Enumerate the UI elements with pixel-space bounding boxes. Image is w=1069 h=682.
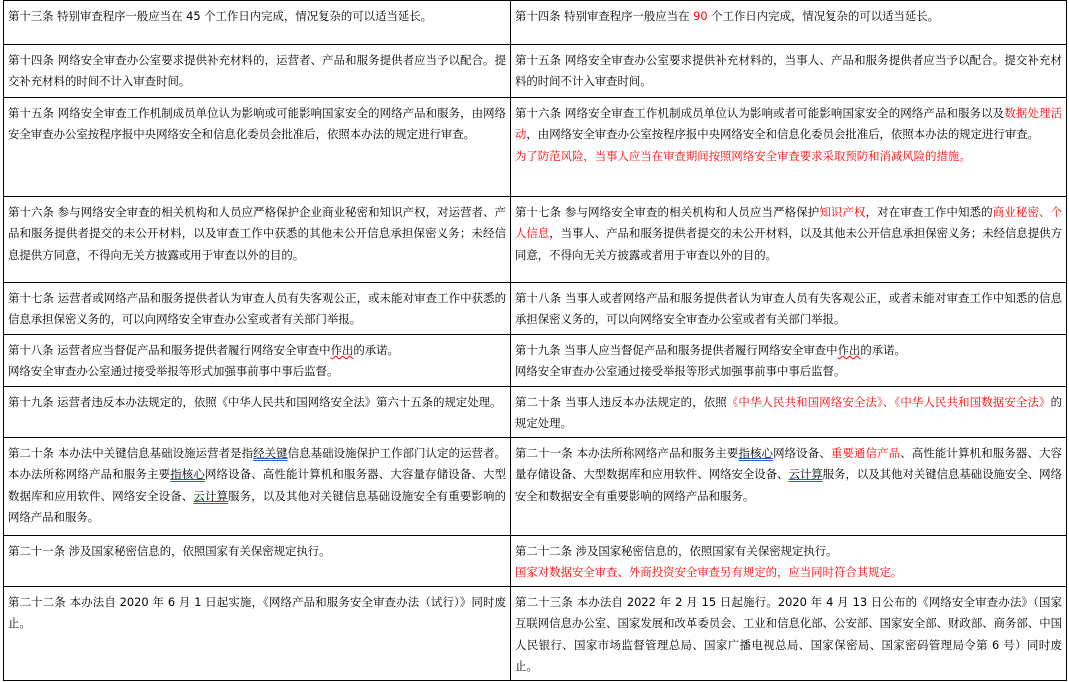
old-article-22 [4,587,511,681]
new-article-15 [511,45,1067,98]
new-text: 的承诺。 [860,343,906,357]
old-text: 第二十二条 本办法自 2020 年 6 月 1 日起实施，《网络产品和服务安全审查办法（试行）》同时废止。 [8,595,506,631]
old-text: 第十四条 网络安全审查办公室要求提供补充材料的，运营者、产品和服务提供者应当予以配合。提交补充材料的时间不计入审查时间。 [8,53,506,89]
old-article-19 [4,387,511,438]
old-text: 第十九条 运营者违反本办法规定的，依照《中华人民共和国网络安全法》第六十五条的规定处理。 [8,395,502,409]
new-text: 第十六条 网络安全审查工作机制成员单位认为影响或者可能影响国家安全的网络产品和服务以及 [515,106,1005,120]
new-text: 第十九条 当事人应当督促产品和服务提供者履行网络安全审查中 [515,343,838,357]
table-row [4,45,1067,98]
new-text: ，由网络安全审查办公室按程序报中央网络安全和信息化委员会批准后，依照本办法的规定进行审查。 [526,127,1039,142]
new-text: ，对在审查工作中知悉的 [865,205,993,219]
new-text: 第十八条 当事人或者网络产品和服务提供者认为审查人员有失客观公正，或者未能对审查工作中知悉的信息承担保密义务的，可以向网络安全审查办公室或者有关部门举报。 [515,291,1062,327]
changed-text: 数据处理活动 [515,106,1062,142]
new-article-14 [511,1,1067,45]
new-text: 第二十三条 本办法自 2022 年 2 月 15 日起施行。2020 年 4 月 13 日公布的《网络安全审查办法》（国家互联网信息办公室、国家发展和改革委员会、工业和信息化部、公安部、国家安全部、财政部、商务部、中国人民银行、国家市场监督管理总局、国家广播电视总局、国家保密局、国家密码管理局令第 6 号）同时废止。 [515,595,1062,674]
new-text: 服务，以及其他对关键信息基础设施安全、网络安全和数据安全有重要影响的网络产品和服务。 [515,467,1062,503]
old-text: 服务，以及其他对关键信息基础设施安全有重要影响的网络产品和服务。 [8,488,506,525]
table-row [4,197,1067,283]
table-row [4,587,1067,681]
new-text: 的规定处理。 [515,395,1062,431]
changed-text: 《中华人民共和国网络安全法》、《中华人民共和国数据安全法》 [726,395,1051,409]
changed-text: 90 [693,9,708,23]
new-article-18 [511,283,1067,335]
new-text: ，当事人、产品和服务提供者提交的未公开材料，以及其他未公开信息承担保密义务；未经信息提供方同意，不得向无关方披露或者用于审查以外的目的。 [515,226,1062,262]
old-text: 第十三条 特别审查程序一般应当在 45 个工作日内完成，情况复杂的可以适当延长。 [8,9,433,23]
old-text: 网络安全审查办公室通过接受举报等形式加强事前事中事后监督。 [8,364,339,379]
new-text: 个工作日内完成，情况复杂的可以适当延长。 [707,9,940,23]
changed-text: 重要通信产品 [830,446,901,460]
old-text: 第二十一条 涉及国家秘密信息的，依照国家有关保密规定执行。 [8,544,331,558]
added-sentence: 国家对数据安全审查、外商投资安全审查另有规定的，应当同时符合其规定。 [515,565,903,580]
changed-text: 商业秘密、个人信息 [515,205,1062,241]
old-article-15 [4,98,511,197]
new-text: 第十七条 参与网络安全审查的相关机构和人员应当严格保护 [515,205,820,219]
old-article-20 [4,438,511,536]
new-text: 第二十一条 本办法所称网络产品和服务主要 [515,446,739,460]
old-article-14 [4,45,511,98]
old-text: 的承诺。 [353,343,399,357]
new-article-16 [511,98,1067,197]
new-text: 网络设备、 [773,446,831,460]
grammar-marked-word: 作出 [837,343,861,357]
added-sentence: 为了防范风险，当事人应当在审查期间按照网络安全审查要求采取预防和消减风险的措施。 [515,148,971,163]
old-text: 第十八条 运营者应当督促产品和服务提供者履行网络安全审查中 [8,343,331,357]
new-article-17 [511,197,1067,283]
comparison-table [3,0,1067,681]
grammar-marked-word: 云计算 [193,488,229,503]
grammar-marked-word: 云计算 [788,467,823,482]
new-text: 第十五条 网络安全审查办公室要求提供补充材料的，当事人、产品和服务提供者应当予以配合。提交补充材料的时间不计入审查时间。 [515,53,1062,89]
old-text: 第十六条 参与网络安全审查的相关机构和人员应严格保护企业商业秘密和知识产权，对运营者、产品和服务提供者提交的未公开材料，以及审查工作中获悉的其他未公开信息承担保密义务；未经信息提供方同意，不得向无关方披露或用于审查以外的目的。 [8,205,506,262]
table-row [4,387,1067,438]
grammar-marked-word: 经关键 [253,446,288,460]
old-text: 第十五条 网络安全审查工作机制成员单位认为影响或可能影响国家安全的网络产品和服务，由网络安全审查办公室按程序报中央网络安全和信息化委员会批准后，依照本办法的规定进行审查。 [8,106,506,142]
new-article-19 [511,335,1067,387]
old-article-13 [4,1,511,45]
new-article-20 [511,387,1067,438]
new-article-23 [511,587,1067,681]
changed-text: 知识产权 [819,205,866,219]
new-article-22 [511,536,1067,587]
table-row [4,98,1067,197]
new-text: 网络安全审查办公室通过接受举报等形式加强事前事中事后监督。 [515,364,846,379]
table-row [4,1,1067,45]
grammar-marked-word: 作出 [330,343,354,357]
old-text: 第二十条 本办法中关键信息基础设施运营者是指 [8,446,254,460]
new-text: 第十四条 特别审查程序一般应当在 [515,9,694,23]
grammar-marked-word: 指核心 [170,467,205,482]
old-text: 网络设备、高性能计算机和服务器、大容量存储设备、大型数据库和应用软件、网络安全设备、 [8,467,506,503]
old-article-18 [4,335,511,387]
old-article-16 [4,197,511,283]
grammar-marked-word: 指核心 [738,446,774,460]
table-row [4,438,1067,536]
table-row [4,536,1067,587]
old-article-21 [4,536,511,587]
new-text: 、高性能计算机和服务器、大容量存储设备、大型数据库和应用软件、网络安全设备、 [515,446,1062,482]
old-article-17 [4,283,511,335]
old-text: 第十七条 运营者或网络产品和服务提供者认为审查人员有失客观公正，或未能对审查工作中获悉的信息承担保密义务的，可以向网络安全审查办公室或者有关部门举报。 [8,291,506,327]
old-text: 信息基础设施保护工作部门认定的运营者。本办法所称网络产品和服务主要 [8,446,506,482]
new-text: 第二十二条 涉及国家秘密信息的，依照国家有关保密规定执行。 [515,544,838,558]
new-text: 第二十条 当事人违反本办法规定的，依照 [515,395,727,409]
table-row [4,335,1067,387]
new-article-21 [511,438,1067,536]
table-row [4,283,1067,335]
